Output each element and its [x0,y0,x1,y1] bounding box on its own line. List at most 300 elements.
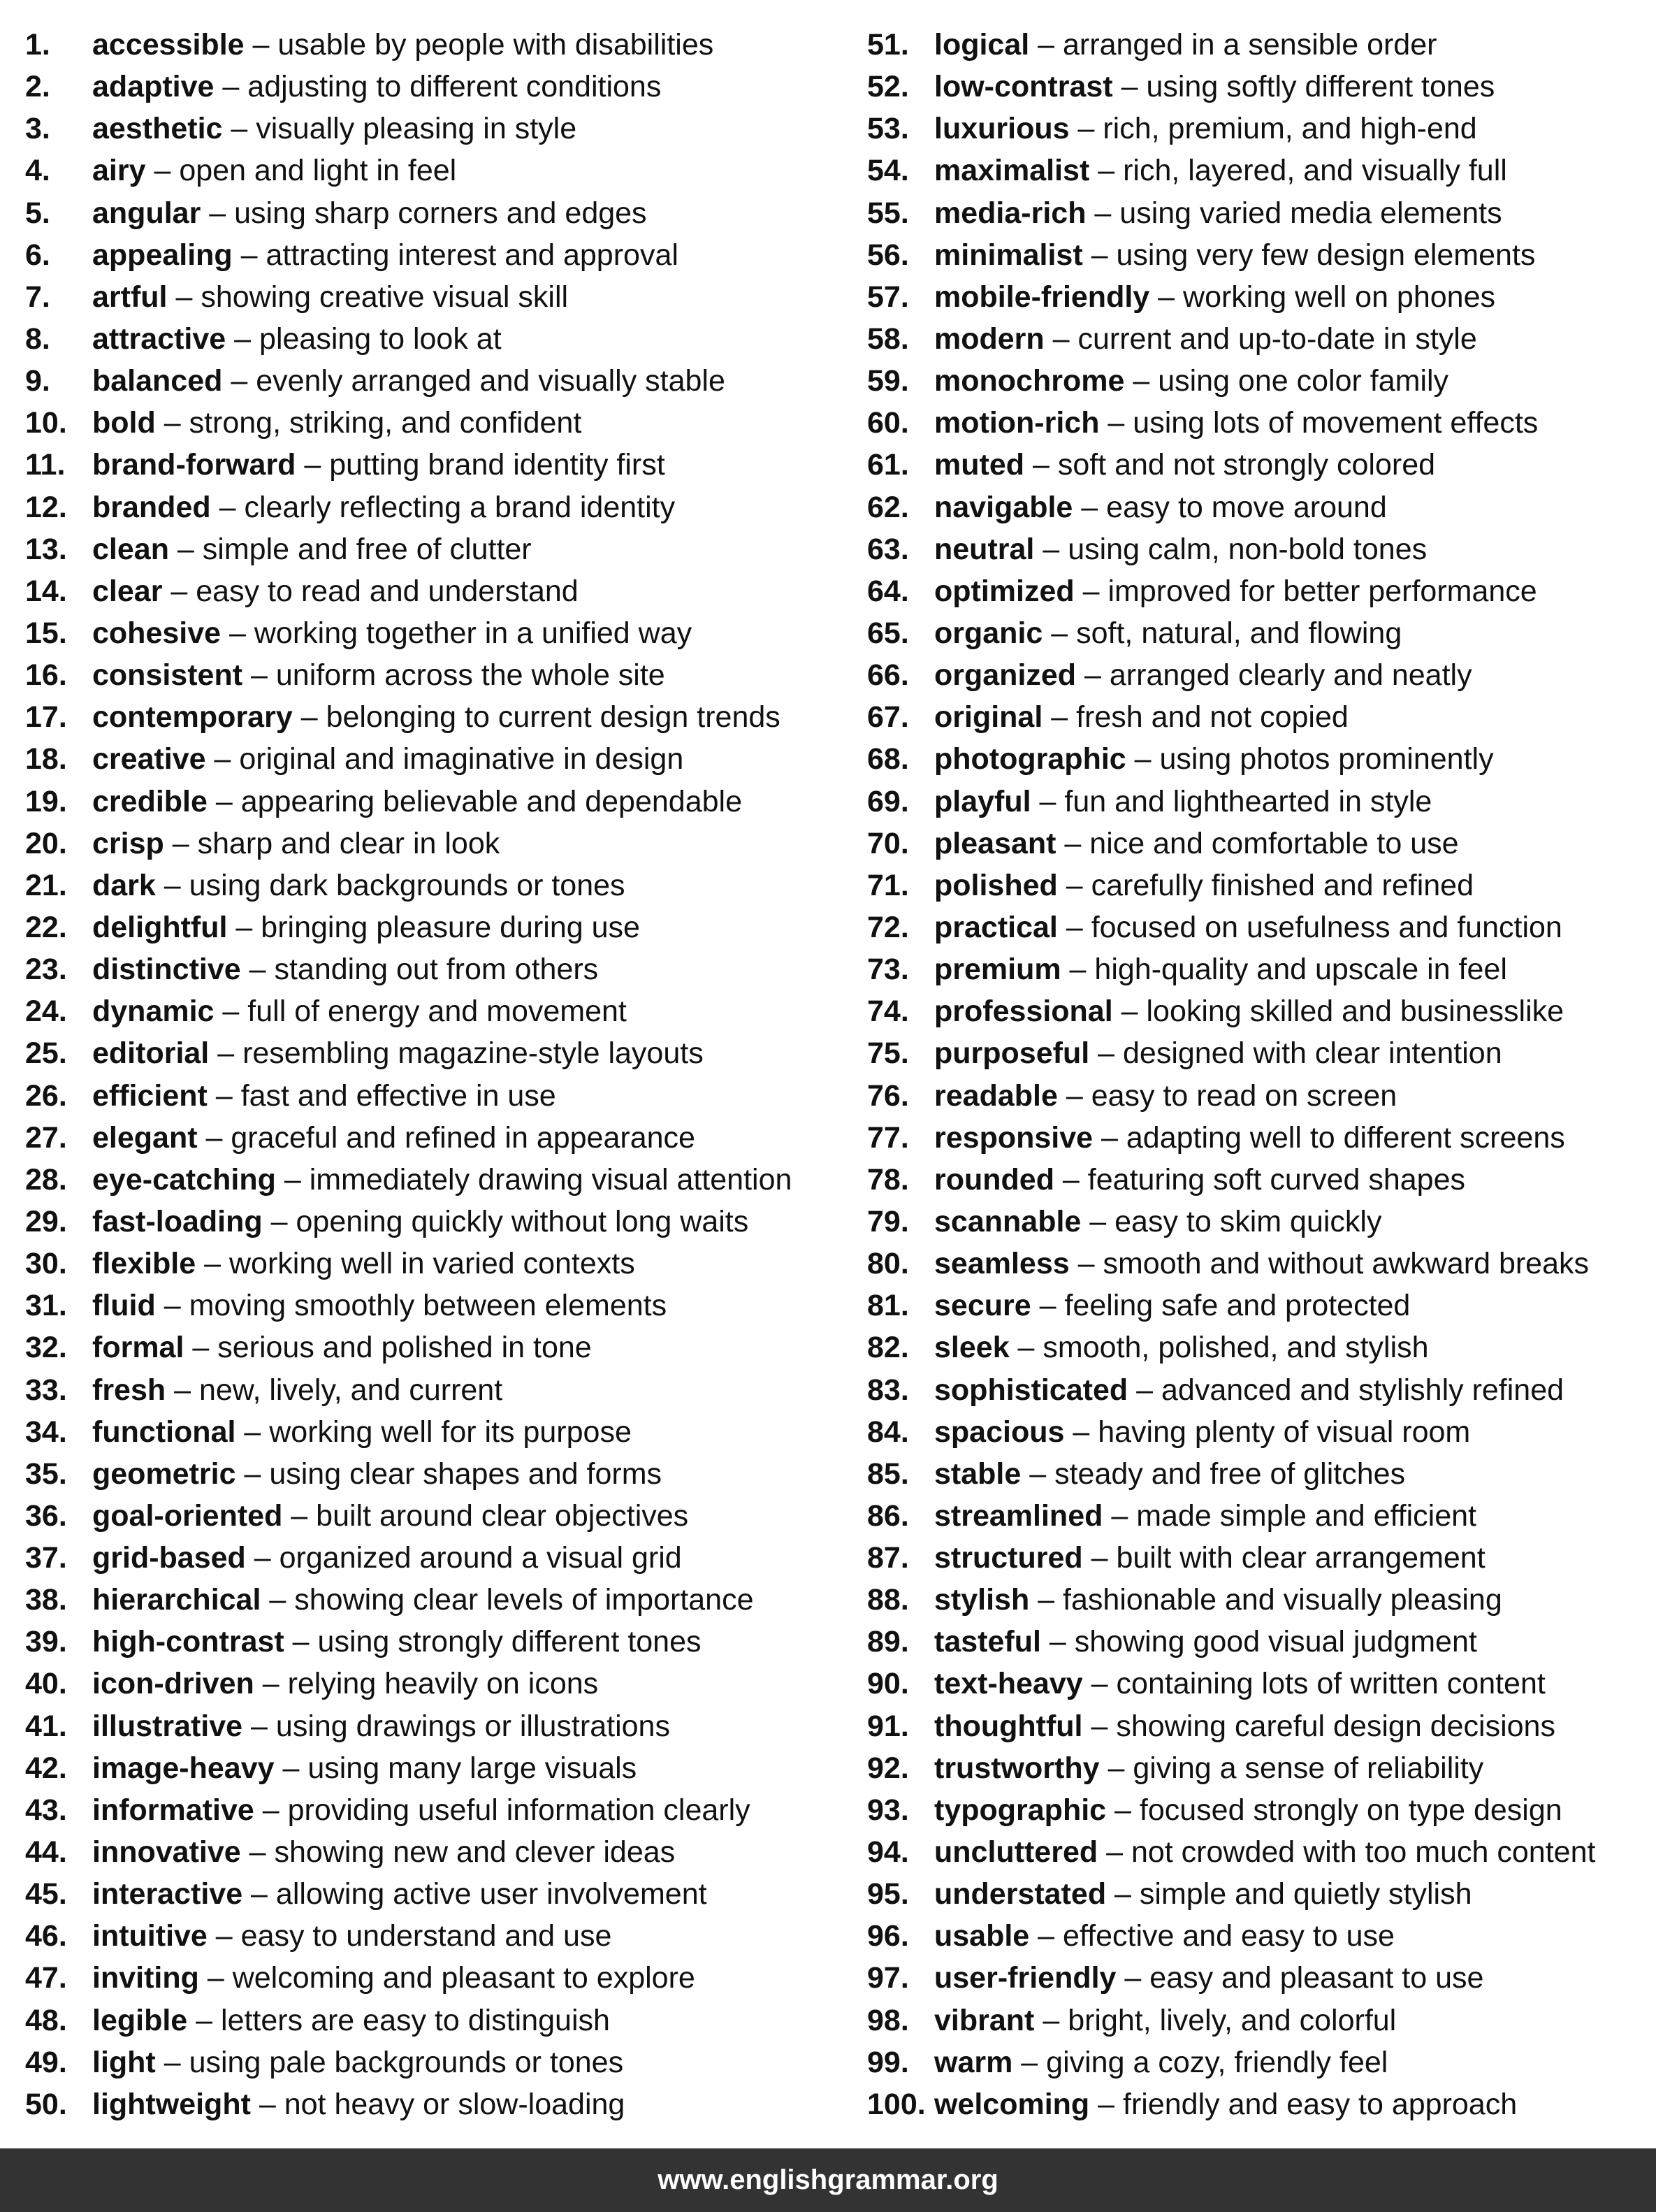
item-number: 62. [867,490,909,524]
item-number: 61. [867,448,909,482]
item-number: 28. [25,1162,67,1197]
list-item [867,1579,1643,1621]
item-term: attractive [92,321,226,356]
item-separator: – [209,1036,243,1071]
item-separator: – [284,1625,318,1659]
item-separator: – [1098,1835,1131,1870]
item-number: 89. [867,1625,909,1659]
list-item [25,2041,839,2083]
list-item [25,1789,839,1831]
item-term: angular [92,196,201,230]
item-term: logical [934,28,1030,62]
item-definition: looking skilled and businesslike [1146,995,1564,1029]
item-definition: smooth, polished, and stylish [1043,1331,1429,1365]
item-separator: – [1106,1877,1140,1911]
list-item [25,318,839,360]
item-term: scannable [934,1204,1082,1238]
item-number: 16. [25,658,67,693]
item-term: crisp [92,826,164,860]
list-item [867,1453,1643,1495]
item-term: maximalist [934,154,1090,188]
item-term: appealing [92,238,233,272]
item-number: 78. [867,1162,909,1197]
list-item [867,2083,1643,2125]
item-definition: focused on usefulness and function [1091,910,1562,944]
item-number: 82. [867,1331,909,1365]
item-term: welcoming [934,2087,1090,2121]
list-item [25,1579,839,1621]
list-item [25,948,839,990]
list-item [867,1285,1643,1327]
list-item [25,1915,839,1957]
item-term: photographic [934,742,1126,776]
item-definition: organized around a visual grid [279,1541,682,1575]
item-definition: resembling magazine-style layouts [242,1036,704,1071]
word-list-left-column [25,24,839,2125]
word-list-right-column [867,24,1643,2125]
list-item [25,1243,839,1285]
item-number: 97. [867,1961,909,1995]
list-item [867,1075,1643,1117]
item-number: 13. [25,532,67,566]
item-separator: – [155,1289,189,1323]
item-separator: – [197,1120,231,1155]
item-separator: – [222,112,256,146]
list-item [867,486,1643,528]
item-separator: – [1089,1036,1123,1071]
item-number: 39. [25,1625,67,1659]
item-separator: – [1089,2087,1124,2121]
item-term: consistent [92,658,243,693]
list-item [867,865,1643,906]
item-separator: – [240,1835,275,1870]
list-item [867,1159,1643,1201]
item-definition: new, lively, and current [198,1373,503,1407]
item-term: user-friendly [934,1961,1117,1995]
item-separator: – [244,28,278,62]
item-term: creative [92,742,206,776]
item-separator: – [242,1877,276,1911]
item-number: 18. [25,742,67,776]
item-definition: bright, lively, and colorful [1068,2003,1397,2037]
item-definition: pleasing to look at [259,321,502,356]
item-term: organic [934,616,1043,650]
item-definition: using sharp corners and edges [234,196,647,230]
item-definition: working well on phones [1183,280,1496,314]
item-term: luxurious [934,112,1070,146]
item-separator: – [1064,1415,1098,1449]
item-separator: – [1099,406,1133,440]
item-separator: – [235,1415,270,1449]
item-term: cohesive [92,616,221,650]
item-definition: using lots of movement effects [1133,406,1539,440]
item-separator: – [1029,1919,1063,1953]
item-term: fluid [92,1289,156,1323]
item-definition: bringing pleasure during use [261,910,640,944]
item-separator: – [210,490,245,524]
item-number: 71. [867,868,909,902]
item-term: streamlined [934,1498,1103,1533]
item-definition: featuring soft curved shapes [1087,1162,1466,1197]
list-item [867,1747,1643,1789]
item-term: fast-loading [92,1204,263,1238]
item-definition: designed with clear intention [1122,1036,1502,1071]
item-separator: – [1086,196,1120,230]
item-definition: not crowded with too much content [1131,1835,1596,1870]
item-definition: steady and free of glitches [1054,1456,1406,1491]
item-number: 1. [25,28,50,62]
item-definition: easy to understand and use [240,1919,612,1953]
list-item [25,402,839,444]
item-number: 56. [867,238,909,272]
item-term: low-contrast [934,70,1113,104]
item-definition: using varied media elements [1119,196,1502,230]
list-item [867,444,1643,486]
list-item [867,402,1643,444]
item-definition: having plenty of visual room [1098,1415,1471,1449]
item-separator: – [1093,1120,1126,1155]
list-item [25,1621,839,1663]
item-definition: carefully finished and refined [1091,868,1474,902]
item-number: 2. [25,70,50,104]
item-separator: – [164,826,198,860]
list-item [25,570,839,612]
item-separator: – [1082,1709,1117,1743]
item-term: hierarchical [92,1583,261,1617]
list-item [25,1159,839,1201]
item-number: 8. [25,321,50,356]
list-item [25,1831,839,1873]
list-item [25,192,839,234]
list-item [25,865,839,906]
item-definition: showing careful design decisions [1116,1709,1555,1743]
list-item [867,1369,1643,1411]
item-number: 57. [867,280,909,314]
item-definition: not heavy or slow-loading [284,2087,625,2121]
list-item [867,1705,1643,1747]
item-separator: – [275,1162,310,1197]
item-term: icon-driven [92,1667,254,1701]
item-separator: – [207,1919,241,1953]
list-item [25,1201,839,1243]
list-item [867,990,1643,1032]
item-term: clean [92,532,169,566]
item-number: 74. [867,995,909,1029]
item-term: intuitive [92,1919,208,1953]
item-definition: strong, striking, and confident [189,406,582,440]
item-term: brand-forward [92,448,296,482]
item-definition: soft, natural, and flowing [1076,616,1402,650]
item-definition: welcoming and pleasant to explore [232,1961,695,1995]
item-separator: – [1054,1162,1088,1197]
list-item [25,1327,839,1368]
item-term: formal [92,1331,184,1365]
item-term: usable [934,1919,1030,1953]
item-term: light [92,2045,156,2079]
item-number: 81. [867,1289,909,1323]
item-term: warm [934,2045,1013,2079]
item-separator: – [155,406,189,440]
item-separator: – [198,1961,233,1995]
item-term: dark [92,868,156,902]
item-separator: – [1043,616,1077,650]
item-definition: working well for its purpose [269,1415,632,1449]
item-term: accessible [92,28,245,62]
footer-website: www.englishgrammar.org [0,2148,1656,2212]
item-separator: – [1073,490,1107,524]
item-number: 91. [867,1709,909,1743]
item-separator: – [1057,868,1091,902]
item-separator: – [221,616,254,650]
item-number: 47. [25,1961,67,1995]
item-number: 67. [867,700,909,735]
item-term: readable [934,1078,1058,1113]
list-item [867,654,1643,696]
item-number: 34. [25,1415,67,1449]
item-definition: working well in varied contexts [228,1247,635,1281]
list-item [867,1789,1643,1831]
item-definition: using dark backgrounds or tones [189,868,625,902]
item-number: 26. [25,1078,67,1113]
item-term: purposeful [934,1036,1090,1071]
list-item [25,1453,839,1495]
item-number: 59. [867,364,909,398]
item-separator: – [1057,1078,1091,1113]
list-item [25,108,839,150]
item-term: responsive [934,1120,1094,1155]
item-number: 69. [867,784,909,818]
item-separator: – [254,1793,288,1827]
item-term: tasteful [934,1625,1041,1659]
item-number: 46. [25,1919,67,1953]
item-number: 24. [25,995,67,1029]
item-separator: – [262,1204,296,1238]
item-number: 75. [867,1036,909,1071]
item-number: 86. [867,1498,909,1533]
item-definition: rich, premium, and high-end [1103,112,1477,146]
item-definition: high-quality and upscale in feel [1094,953,1507,987]
list-item [867,66,1643,108]
item-term: clear [92,574,163,608]
item-number: 90. [867,1667,909,1701]
item-separator: – [1029,28,1063,62]
item-term: polished [934,868,1058,902]
item-separator: – [1074,574,1108,608]
item-definition: nice and comfortable to use [1089,826,1459,860]
item-number: 51. [867,28,909,62]
item-separator: – [187,2003,221,2037]
item-term: dynamic [92,995,215,1029]
item-definition: using very few design elements [1116,238,1536,272]
item-separator: – [1021,1456,1055,1491]
item-separator: – [167,280,201,314]
item-term: informative [92,1793,254,1827]
item-definition: graceful and refined in appearance [231,1120,695,1155]
item-term: geometric [92,1456,236,1491]
list-item [867,738,1643,780]
item-separator: – [166,1373,199,1407]
item-definition: original and imaginative in design [239,742,684,776]
list-item [867,360,1643,402]
item-term: organized [934,658,1077,693]
list-item [867,696,1643,738]
list-item [25,2083,839,2125]
list-item [25,738,839,780]
item-number: 77. [867,1120,909,1155]
item-term: media-rich [934,196,1087,230]
item-term: lightweight [92,2087,251,2121]
item-number: 27. [25,1120,67,1155]
item-term: airy [92,154,146,188]
item-definition: using softly different tones [1146,70,1495,104]
item-term: contemporary [92,700,293,735]
item-definition: simple and free of clutter [202,532,532,566]
item-separator: – [1056,826,1090,860]
list-item [25,276,839,318]
item-number: 19. [25,784,67,818]
item-term: interactive [92,1877,243,1911]
item-definition: soft and not strongly colored [1057,448,1436,482]
list-item [25,1032,839,1074]
item-number: 98. [867,2003,909,2037]
item-term: innovative [92,1835,241,1870]
item-definition: easy and pleasant to use [1149,1961,1484,1995]
item-definition: using clear shapes and forms [269,1456,662,1491]
item-term: understated [934,1877,1107,1911]
item-separator: – [296,448,330,482]
list-item [25,2000,839,2041]
list-item [867,1537,1643,1579]
item-separator: – [240,953,275,987]
item-definition: easy to read and understand [196,574,579,608]
item-number: 43. [25,1793,67,1827]
list-item [25,150,839,191]
item-definition: using calm, non-bold tones [1068,532,1428,566]
item-definition: working together in a unified way [254,616,692,650]
item-definition: letters are easy to distinguish [221,2003,610,2037]
item-number: 10. [25,406,67,440]
item-number: 4. [25,154,50,188]
item-separator: – [242,658,276,693]
list-item [25,1285,839,1327]
item-term: thoughtful [934,1709,1083,1743]
item-definition: using drawings or illustrations [275,1709,670,1743]
item-number: 48. [25,2003,67,2037]
item-definition: giving a cozy, friendly feel [1046,2045,1388,2079]
list-item [867,234,1643,276]
list-item [867,528,1643,570]
item-definition: made simple and efficient [1136,1498,1477,1533]
item-term: artful [92,280,168,314]
item-separator: – [155,2045,189,2079]
list-item [867,1957,1643,1999]
item-separator: – [242,1709,276,1743]
list-item [867,1831,1643,1873]
item-number: 60. [867,406,909,440]
item-term: muted [934,448,1024,482]
item-definition: allowing active user involvement [275,1877,707,1911]
item-term: navigable [934,490,1073,524]
item-term: bold [92,406,156,440]
item-number: 64. [867,574,909,608]
item-number: 83. [867,1373,909,1407]
list-item [25,1495,839,1537]
item-separator: – [1024,448,1058,482]
item-number: 21. [25,868,67,902]
list-item [867,570,1643,612]
list-item [25,1663,839,1705]
item-separator: – [214,70,248,104]
item-separator: – [168,532,203,566]
item-definition: using photos prominently [1159,742,1494,776]
item-number: 32. [25,1331,67,1365]
item-number: 15. [25,616,67,650]
item-definition: serious and polished in tone [217,1331,592,1365]
list-item [867,192,1643,234]
item-separator: – [1029,1583,1063,1617]
item-definition: relying heavily on icons [287,1667,599,1701]
item-separator: – [1103,1498,1137,1533]
item-separator: – [205,742,240,776]
item-number: 92. [867,1751,909,1785]
list-item [25,1075,839,1117]
item-term: inviting [92,1961,199,1995]
item-number: 36. [25,1498,67,1533]
item-number: 96. [867,1919,909,1953]
list-item [25,66,839,108]
item-term: uncluttered [934,1835,1098,1870]
item-definition: putting brand identity first [329,448,665,482]
list-item [25,696,839,738]
list-item [867,1201,1643,1243]
item-number: 54. [867,154,909,188]
item-number: 52. [867,70,909,104]
item-separator: – [145,154,180,188]
item-separator: – [1126,742,1160,776]
item-separator: – [1116,1961,1150,1995]
item-definition: showing clear levels of importance [294,1583,754,1617]
item-separator: – [1034,2003,1068,2037]
item-separator: – [1076,658,1110,693]
item-definition: standing out from others [274,953,599,987]
item-number: 80. [867,1247,909,1281]
item-number: 70. [867,826,909,860]
item-term: aesthetic [92,112,223,146]
item-term: trustworthy [934,1751,1100,1785]
list-item [25,1411,839,1453]
item-definition: showing good visual judgment [1074,1625,1477,1659]
list-item [25,654,839,696]
item-term: stylish [934,1583,1030,1617]
item-number: 85. [867,1456,909,1491]
item-term: sophisticated [934,1373,1128,1407]
item-separator: – [1082,1667,1117,1701]
item-separator: – [292,700,326,735]
item-separator: – [222,364,256,398]
list-item [867,1243,1643,1285]
item-number: 88. [867,1583,909,1617]
item-term: modern [934,321,1045,356]
item-term: pleasant [934,826,1056,860]
item-separator: – [1031,784,1065,818]
list-item [25,1705,839,1747]
item-term: grid-based [92,1541,246,1575]
item-number: 41. [25,1709,67,1743]
item-term: monochrome [934,364,1125,398]
item-separator: – [1112,70,1147,104]
item-term: flexible [92,1247,196,1281]
item-number: 87. [867,1541,909,1575]
